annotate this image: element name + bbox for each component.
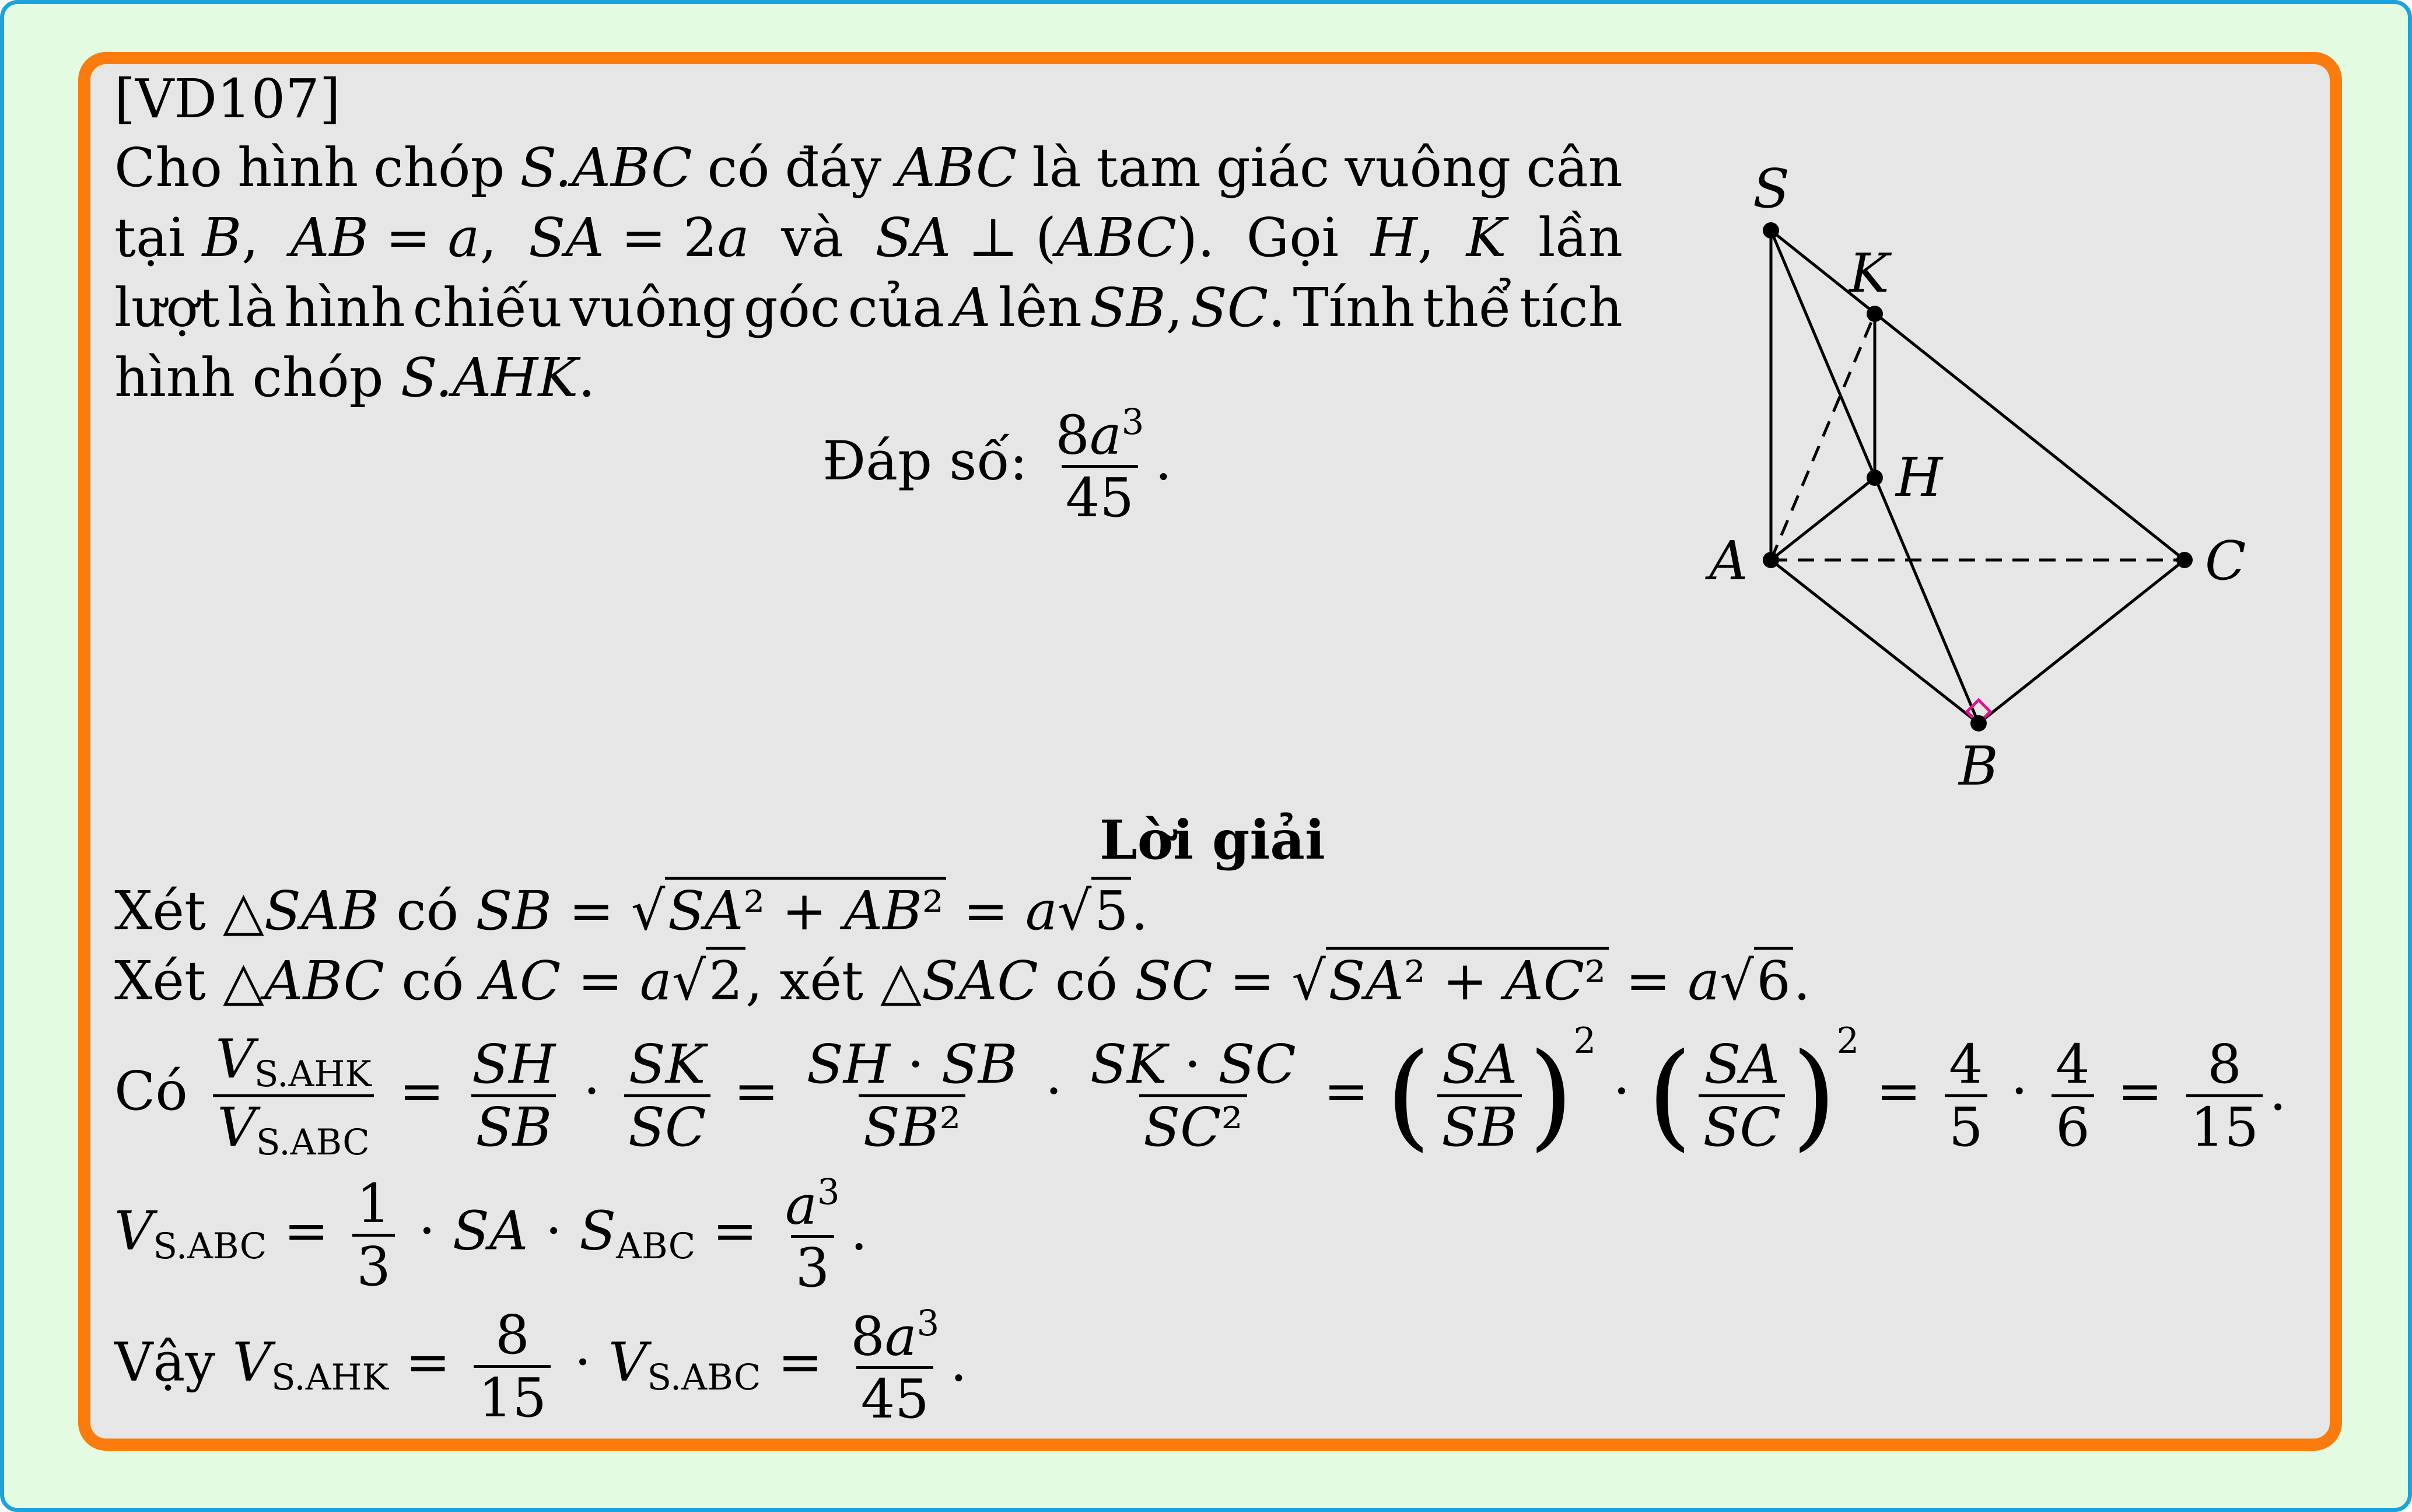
point-C — [2176, 552, 2193, 568]
point-H — [1867, 470, 1883, 486]
statement-line-3: lượt là hình chiếu vuông góc của A lên SB, SC. Tính thể tích — [114, 276, 1623, 339]
solution-line-3: Có $\frac{V_{S.AHK}}{V_{S.ABC}}$ = $\frac{SH}{SB}$ · $\frac{SK}{SC}$ = $\frac{SH \cdot SB}{\text{SB²}}$ · $\frac{SK \cdot SC}{\text{SC²}}$ = ( $\frac{SA}{SB}$ )$^2$ · ( $\frac{SA}{SC}$ )$^2$ = $\frac{4}{5}$ · $\frac{4}{6}$ = $\frac{8}{15}$ . — [114, 1021, 2287, 1163]
statement-line-4: hình chóp S.AHK. — [114, 346, 596, 409]
point-A — [1763, 552, 1779, 568]
solution-line-1: Xét △SAB có SB = √SA² + AB² = a√5. — [114, 876, 1148, 946]
label-A: A — [1709, 530, 1748, 592]
edge-BC — [1979, 560, 2185, 723]
point-S — [1763, 222, 1779, 239]
segment-AH — [1771, 478, 1875, 560]
label-S: S — [1753, 158, 1790, 220]
label-K: K — [1849, 242, 1889, 304]
problem-statement — [114, 133, 1623, 413]
label-C: C — [2205, 530, 2246, 592]
statement-line-1: Cho hình chóp S.ABC có đáy ABC là tam giác vuông cân — [114, 136, 1623, 199]
point-K — [1867, 306, 1883, 322]
statement-line-2: tại B, AB = a, SA = 2a và SA ⊥ (ABC). Gọi H, K lần — [114, 206, 1623, 269]
point-B — [1970, 715, 1987, 732]
solution-line-5: Vậy $V_{S.AHK}$ = $\frac{8}{15}$ · $V_{S.ABC}$ = $\frac{8a^3}{45}$ . — [114, 1303, 967, 1431]
answer-label: Đáp số: — [822, 429, 1028, 492]
problem-code: [VD107] — [114, 68, 341, 130]
label-B: B — [1959, 735, 1998, 797]
edge-AB — [1771, 560, 1979, 723]
solution-line-4: $V_{S.ABC}$ = $\frac{1}{3}$ · SA · $S_{ABC}$ = $\frac{a^3}{3}$ . — [114, 1172, 868, 1300]
answer: Đáp số: $\frac{8a^3}{45}$ . — [822, 402, 1172, 530]
solution-title: Lời giải — [1100, 808, 1325, 872]
label-H: H — [1896, 446, 1943, 509]
pyramid-figure — [1680, 146, 2287, 817]
solution-line-2: Xét △ABC có AC = a√2, xét △SAC có SC = √SA² + AC² = a√6. — [114, 946, 1811, 1016]
